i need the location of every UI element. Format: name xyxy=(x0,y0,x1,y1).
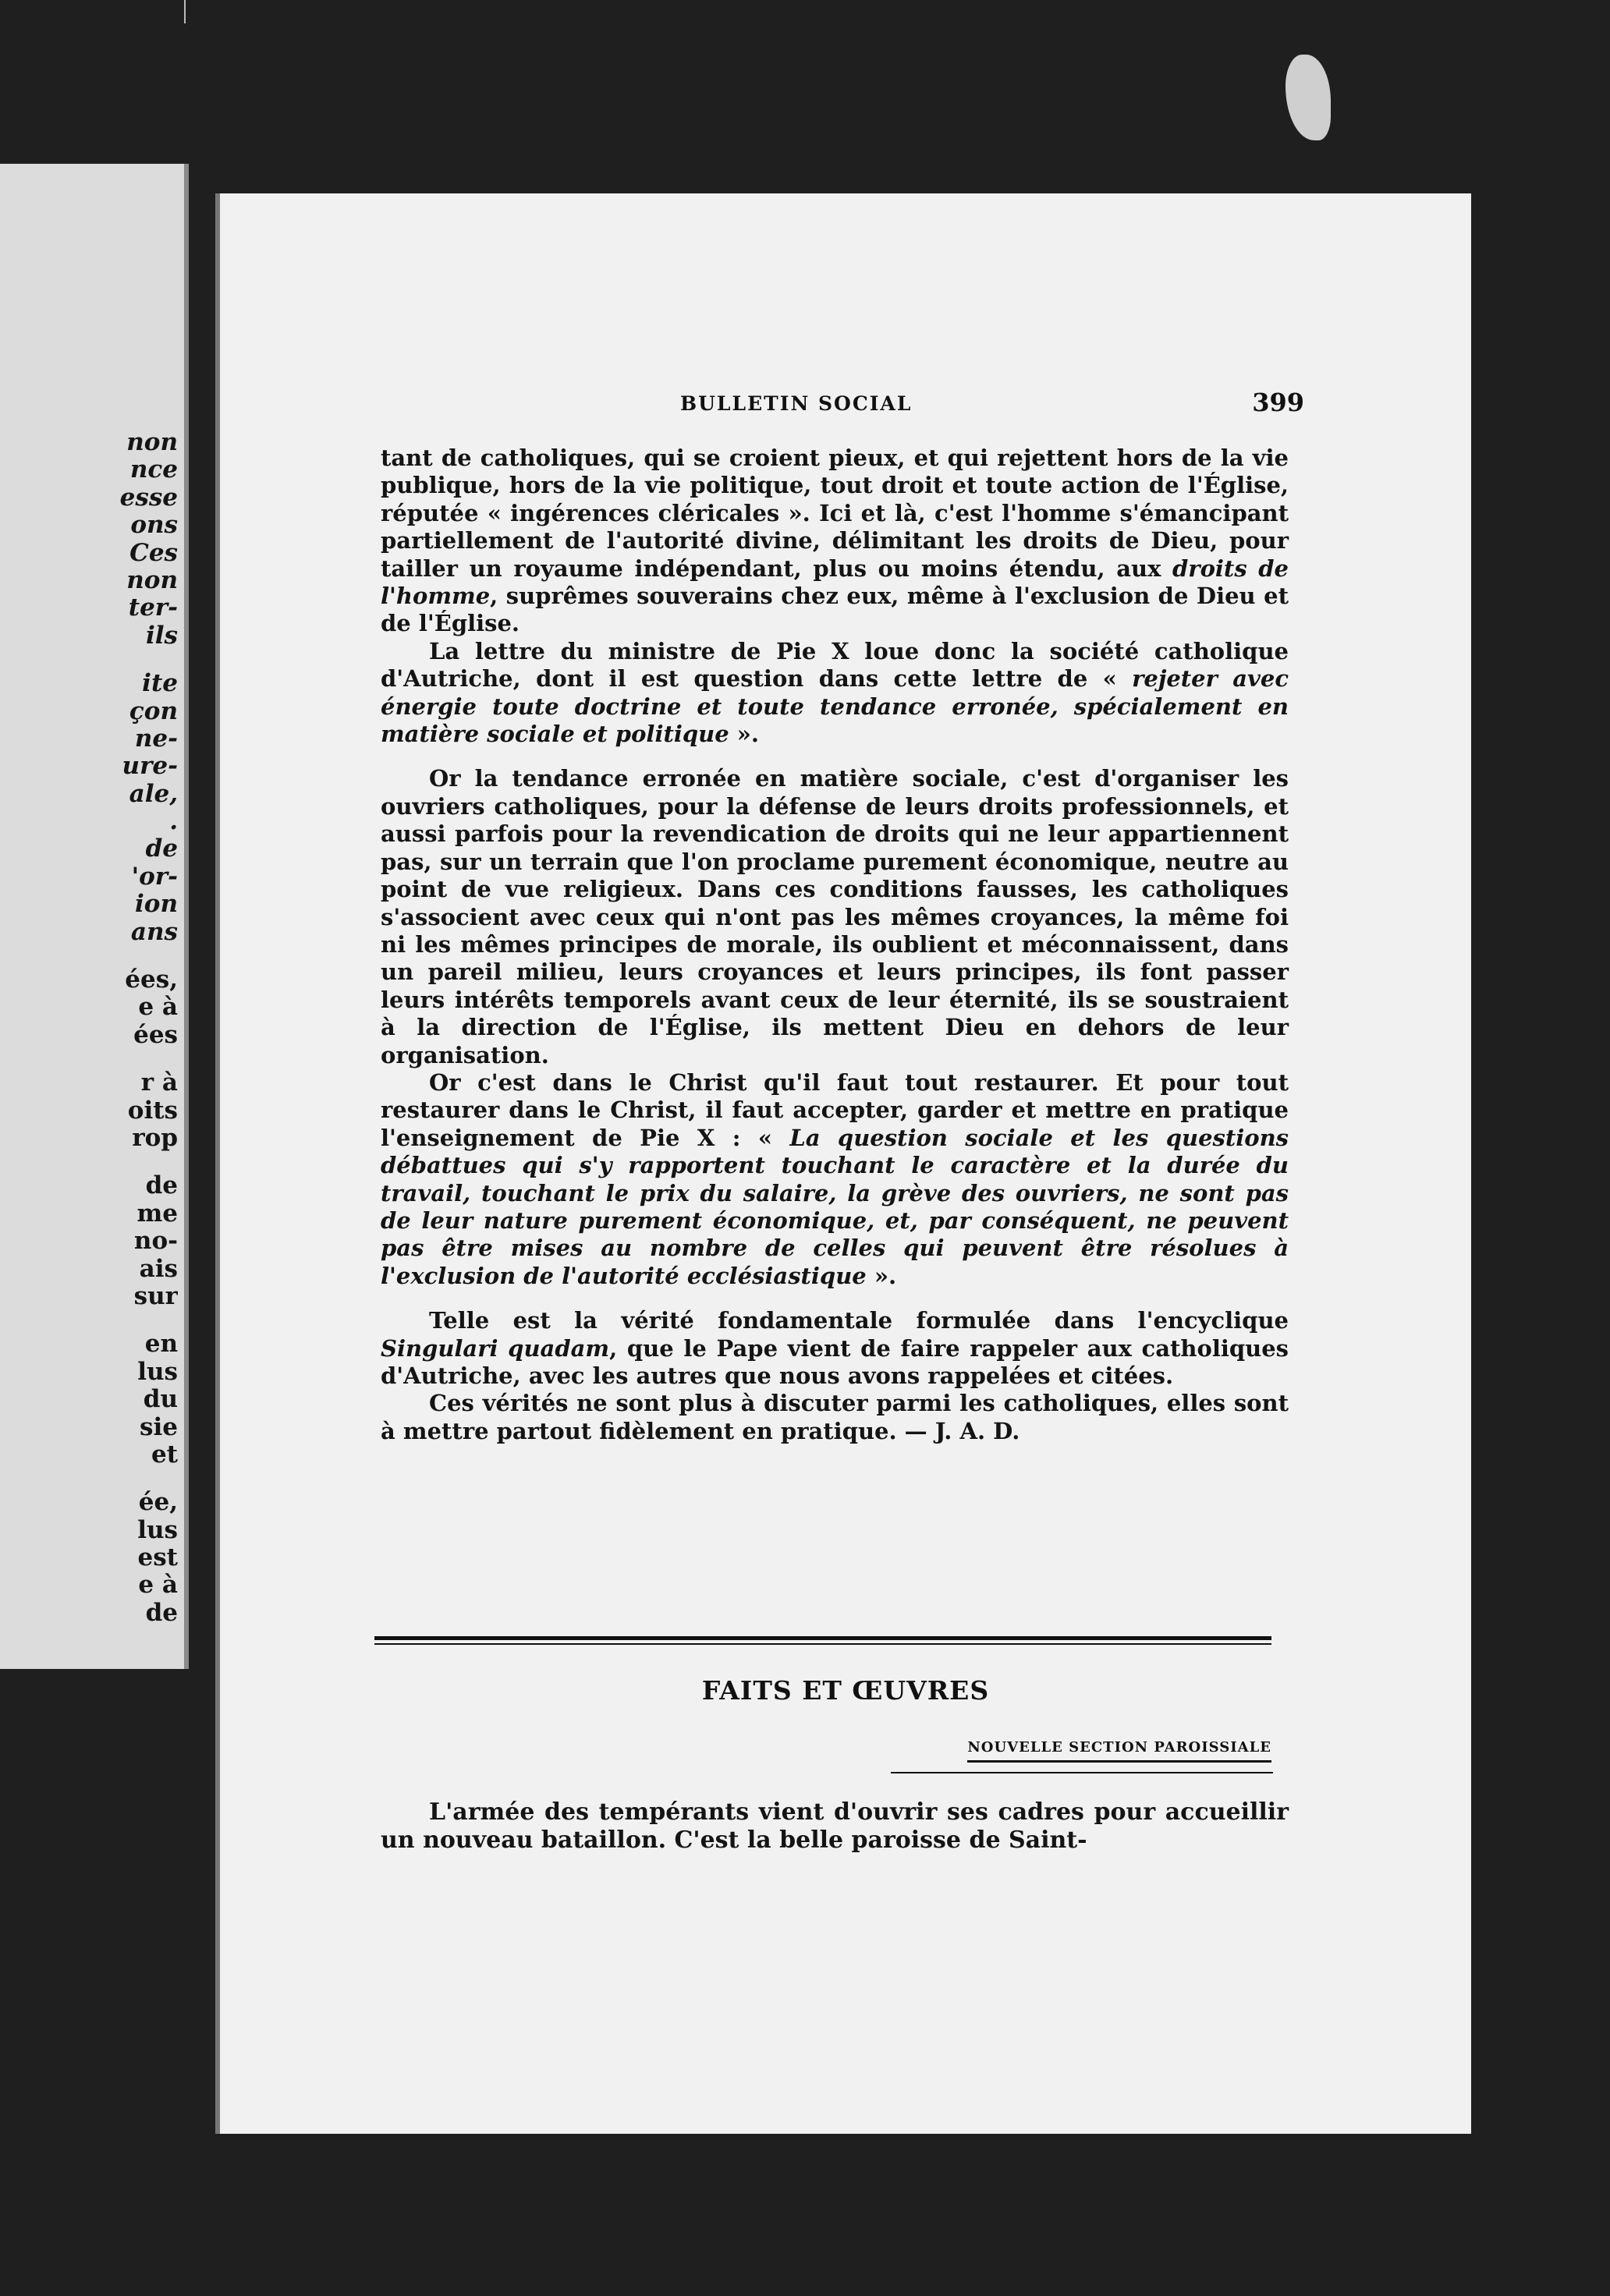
facing-page-text-fragments xyxy=(51,164,184,1669)
facing-page-line: ées, xyxy=(125,966,178,994)
facing-page-line xyxy=(51,1310,178,1330)
facing-page-line xyxy=(51,946,178,966)
book-page xyxy=(220,193,1471,2134)
article-body xyxy=(381,445,1289,1445)
page-number: 399 xyxy=(1252,388,1304,417)
facing-page-line: ale, xyxy=(129,780,178,808)
facing-page-line: de xyxy=(145,835,178,863)
facing-page-line: de xyxy=(145,1599,178,1627)
facing-page-line xyxy=(51,1049,178,1069)
faits-paragraph: L'armée des tempérants vient d'ouvrir ses cadres pour accueillir un nouveau bataillon. C'est la belle paroisse de Saint- xyxy=(381,1798,1289,1854)
section-title: FAITS ET ŒUVRES xyxy=(701,1675,990,1706)
facing-page-line: e à xyxy=(138,994,178,1022)
facing-page-line: sie xyxy=(140,1413,178,1441)
running-title: BULLETIN SOCIAL xyxy=(680,392,913,415)
subsection-rule xyxy=(891,1772,1273,1773)
facing-page-line: nce xyxy=(129,456,178,484)
facing-page-line: no- xyxy=(133,1228,178,1256)
facing-page-line: non xyxy=(126,429,178,456)
facing-page-line: et xyxy=(151,1440,178,1469)
facing-page-line: ils xyxy=(145,622,178,650)
facing-page-line xyxy=(51,1152,178,1172)
facing-page-line: ion xyxy=(135,891,178,919)
facing-page-line: sur xyxy=(133,1282,178,1310)
facing-page-edge xyxy=(0,164,189,1669)
facing-page-line: r à xyxy=(140,1069,178,1097)
facing-page-line: . xyxy=(169,808,178,836)
facing-page-line: esse xyxy=(119,484,178,512)
facing-page-line: non xyxy=(126,566,178,594)
facing-page-line xyxy=(51,650,178,670)
facing-page-line: ées xyxy=(133,1021,178,1049)
facing-page-line: ais xyxy=(139,1255,178,1283)
facing-page-line: ure- xyxy=(122,753,178,781)
facing-page-line: rop xyxy=(132,1124,178,1152)
paragraph-signed: Ces vérités ne sont plus à discuter parmi les catholiques, elles sont à mettre partout fidèlement en pratique. — J. A. D. xyxy=(381,1390,1289,1444)
facing-page-line: ons xyxy=(130,512,178,540)
paragraph: Or la tendance erronée en matière sociale, c'est d'organiser les ouvriers catholiques, pour la défense de leurs droits professionnels, et aussi parfois pour la revendication de droits qui ne leur appartiennent pas, sur un terrain que l'on proclame purement économique, neutre au point de vue religieux. Dans ces conditions fausses, les catholiques s'associent avec ceux qui n'ont pas les mêmes croyances, la même foi ni les mêmes principes de morale, ils oublient et méconnaissent, dans un pareil milieu, leurs croyances et leurs principes, ils font passer leurs intérêts temporels avant ceux de leur éternité, ils se soustraient à la direction de l'Église, ils mettent Dieu en dehors de leur organisation. xyxy=(381,765,1289,1068)
facing-page-line: en xyxy=(144,1330,178,1359)
facing-page-line: e à xyxy=(138,1571,178,1600)
facing-page-line: çon xyxy=(129,697,178,725)
facing-page-line: oits xyxy=(127,1097,178,1125)
facing-page-line: lus xyxy=(137,1516,178,1544)
facing-page-line: ne- xyxy=(134,725,178,753)
facing-page-line: ans xyxy=(130,918,178,946)
facing-page-line: ée, xyxy=(138,1489,178,1517)
paragraph: tant de catholiques, qui se croient pieux, et qui rejettent hors de la vie publique, hors de la vie politique, tout droit et toute action de l'Église, réputée « ingérences cléricales ». Ici et là, c'est l'homme s'émancipant partiellement de l'autorité divine, délimitant les droits de Dieu, pour tailler un royaume indépendant, plus ou moins étendu, aux droits de l'homme, suprêmes souverains chez eux, même à l'exclusion de Dieu et de l'Église. xyxy=(381,445,1289,637)
facing-page-line: lus xyxy=(137,1358,178,1386)
page-header xyxy=(220,388,1471,431)
facing-page-line: 'or- xyxy=(131,863,178,891)
paragraph: Telle est la vérité fondamentale formulée dans l'encyclique Singulari quadam, que le Pape vient de faire rappeler aux catholiques d'Autriche, avec les autres que nous avons rappelées et citées. xyxy=(381,1307,1289,1389)
subsection-title: NOUVELLE SECTION PAROISSIALE xyxy=(967,1739,1271,1763)
facing-page-line: du xyxy=(143,1386,178,1414)
dust-speck xyxy=(1286,55,1331,140)
facing-page-line: ter- xyxy=(128,594,178,622)
facing-page-line: me xyxy=(137,1199,178,1228)
facing-page-line: est xyxy=(137,1544,178,1572)
section-divider xyxy=(374,1636,1271,1645)
paragraph: Or c'est dans le Christ qu'il faut tout restaurer. Et pour tout restaurer dans le Christ, il faut accepter, garder et mettre en pratique l'enseignement de Pie X : « La question sociale et les questions débattues qui s'y rapportent touchant le caractère et la durée du travail, touchant le prix du salaire, la grève des ouvriers, ne sont pas de leur nature purement économique, et, par conséquent, ne peuvent pas être mises au nombre de celles qui peuvent être résolues à l'exclusion de l'autorité ecclésiastique ». xyxy=(381,1068,1289,1289)
facing-page-line: ite xyxy=(142,670,178,698)
paragraph: La lettre du ministre de Pie X loue donc la société catholique d'Autriche, dont il est question dans cette lettre de « rejeter avec énergie toute doctrine et toute tendance erronée, spécialement en matière sociale et politique ». xyxy=(381,637,1289,748)
facing-page-line: de xyxy=(145,1172,178,1200)
film-scratch xyxy=(184,0,186,23)
facing-page-line xyxy=(51,1469,178,1489)
facing-page-line: Ces xyxy=(129,539,178,567)
